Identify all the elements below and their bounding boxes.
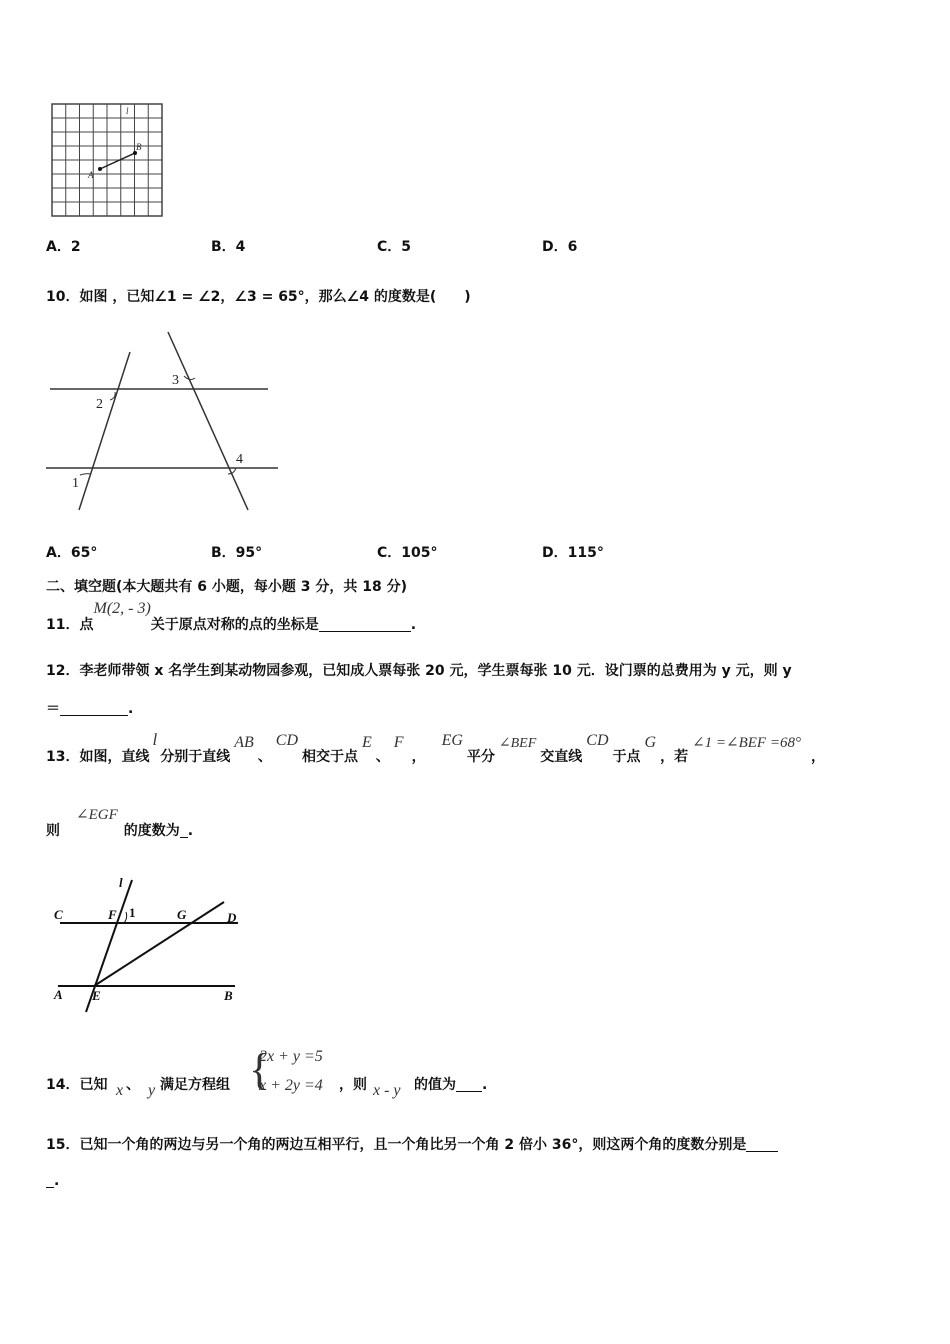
q12-line2 bbox=[46, 698, 133, 718]
q13-part1: 13．如图，直线 bbox=[46, 749, 150, 765]
q13-line2 bbox=[46, 802, 193, 842]
q9-option-a-key: A． bbox=[46, 239, 71, 255]
q10-angle-label-4: 4 bbox=[236, 452, 243, 467]
q13-figure bbox=[50, 872, 245, 1018]
q13-label-b: B bbox=[224, 988, 233, 1003]
q13-part2: 分别于直线 bbox=[160, 749, 231, 765]
q13-math-cd: CD bbox=[275, 732, 298, 749]
q10-option-d-value: 115° bbox=[567, 545, 604, 561]
q13-label-l: l bbox=[119, 875, 123, 890]
q15-answer-blank-1 bbox=[746, 1137, 778, 1152]
q14-system-brace: { bbox=[249, 1045, 271, 1094]
q13-label-g: G bbox=[177, 907, 187, 922]
q15-end: . bbox=[54, 1173, 60, 1189]
q14-end: . bbox=[482, 1077, 488, 1093]
q13-end: . bbox=[187, 823, 194, 839]
q13-math-e: E bbox=[362, 734, 372, 751]
section-title: 二、填空题(本大题共有 6 小题，每小题 3 分，共 18 分) bbox=[46, 579, 408, 595]
q15-text: 15．已知一个角的两边与另一个角的两边互相平行，且一个角比另一个角 2 倍小 36°，则这两个角的度数分别是 bbox=[46, 1137, 747, 1153]
q9-option-b bbox=[211, 236, 245, 256]
q13-math-ab: AB bbox=[234, 734, 254, 751]
q12-line1: 12．李老师带领 x 名学生到某动物园参观，已知成人票每张 20 元，学生票每张 10 元．设门票的总费用为 y 元，则 y bbox=[46, 663, 792, 679]
q13-math-cd2: CD bbox=[586, 732, 609, 749]
q13-part8: ， bbox=[810, 749, 825, 765]
q13-label-d: D bbox=[227, 910, 237, 925]
q10-angle-label-3: 3 bbox=[172, 373, 179, 388]
q10-option-d-key: D． bbox=[542, 545, 568, 561]
q14-suffix-text: 的值为 bbox=[414, 1077, 456, 1093]
q9-option-c bbox=[377, 236, 411, 256]
q13-line1 bbox=[46, 728, 825, 768]
q11-suffix: 关于原点对称的点的坐标是 bbox=[150, 617, 319, 633]
q13-label-a: A bbox=[54, 987, 63, 1002]
q13-sep1: 、 bbox=[257, 749, 272, 765]
q13-label-f: F bbox=[108, 907, 117, 922]
q13-part4: 平分 bbox=[466, 749, 495, 765]
q11-prefix: 11．点 bbox=[46, 617, 94, 633]
q15-line2 bbox=[46, 1170, 59, 1189]
q13-math-l: l bbox=[152, 730, 158, 749]
q13-sep2: 、 bbox=[375, 749, 390, 765]
q13-math-egf: ∠EGF bbox=[76, 807, 118, 823]
q9-option-d-value: 6 bbox=[567, 239, 578, 255]
q12-answer-blank bbox=[60, 701, 128, 716]
q12-equals: ＝ bbox=[46, 701, 60, 717]
q13-math-bef: ∠BEF bbox=[498, 736, 537, 751]
q10-angle-label-2: 2 bbox=[96, 397, 103, 412]
q13-part6: 于点 bbox=[612, 749, 641, 765]
q14-equation-2: x + 2y =4 bbox=[259, 1077, 323, 1094]
q15-line1 bbox=[46, 1134, 778, 1154]
q13-part7: ，若 bbox=[660, 749, 689, 765]
q9-option-c-key: C． bbox=[377, 239, 402, 255]
q13-part5: 交直线 bbox=[540, 749, 583, 765]
q14-sep: 、 bbox=[126, 1077, 140, 1093]
q14-math-x: x bbox=[116, 1082, 124, 1099]
q11-answer-blank bbox=[319, 617, 411, 632]
q14-equation-1: 2x + y =5 bbox=[259, 1048, 323, 1065]
q13-answer-blank bbox=[180, 823, 188, 838]
q10-option-b bbox=[211, 542, 262, 562]
q13-sep3: ， bbox=[411, 749, 426, 765]
q13-part3: 相交于点 bbox=[302, 749, 358, 765]
q10-option-b-key: B． bbox=[211, 545, 236, 561]
q9-option-b-key: B． bbox=[211, 239, 236, 255]
q9-option-b-value: 4 bbox=[235, 239, 246, 255]
q10-option-b-value: 95° bbox=[235, 545, 263, 561]
q13-math-condition: ∠1 =∠BEF =68° bbox=[692, 735, 801, 751]
q14-answer-blank bbox=[456, 1077, 482, 1092]
q10-option-a-value: 65° bbox=[70, 545, 98, 561]
q13-line2-prefix: 则 bbox=[46, 823, 60, 839]
q10-option-a bbox=[46, 542, 97, 562]
q11-line bbox=[46, 596, 416, 632]
q10-angle-label-1: 1 bbox=[72, 476, 79, 491]
q13-label-e: E bbox=[92, 988, 101, 1003]
q9-label-a: A bbox=[88, 170, 94, 180]
q14-prefix: 14．已知 bbox=[46, 1077, 108, 1093]
q14-suffix bbox=[414, 1074, 487, 1094]
q14-after: ，则 bbox=[339, 1077, 367, 1093]
q9-option-a bbox=[46, 236, 81, 256]
q9-option-d-key: D． bbox=[542, 239, 568, 255]
q10-option-a-key: A． bbox=[46, 545, 71, 561]
q14-mid: 满足方程组 bbox=[160, 1077, 230, 1093]
q10-figure bbox=[44, 330, 280, 514]
q11-end: . bbox=[410, 617, 417, 633]
q9-option-c-value: 5 bbox=[401, 239, 412, 255]
q11-math-point: M(2, - 3) bbox=[93, 600, 151, 617]
q10-question-text: 10．如图 ，已知∠1 = ∠2，∠3 = 65°，那么∠4 的度数是( ) bbox=[46, 289, 471, 305]
q10-option-c-value: 105° bbox=[401, 545, 438, 561]
q13-label-1: 1 bbox=[129, 905, 136, 920]
q14-math-expr: x - y bbox=[373, 1082, 401, 1099]
q10-option-d bbox=[542, 542, 604, 562]
q9-label-top: l bbox=[126, 106, 129, 116]
q15-answer-blank-2 bbox=[46, 1173, 54, 1188]
q13-label-c: C bbox=[54, 907, 63, 922]
q10-option-c bbox=[377, 542, 438, 562]
q13-math-g: G bbox=[644, 734, 657, 751]
q14-math-y: y bbox=[148, 1082, 156, 1099]
q12-end: . bbox=[128, 701, 134, 717]
q9-option-a-value: 2 bbox=[70, 239, 81, 255]
q13-math-f: F bbox=[393, 734, 404, 751]
q13-line2-suffix: 的度数为 bbox=[123, 823, 180, 839]
q9-grid-figure bbox=[50, 102, 166, 220]
q10-option-c-key: C． bbox=[377, 545, 402, 561]
q9-label-b: B bbox=[136, 142, 142, 152]
q13-math-eg: EG bbox=[441, 732, 463, 749]
q9-option-d bbox=[542, 236, 577, 256]
